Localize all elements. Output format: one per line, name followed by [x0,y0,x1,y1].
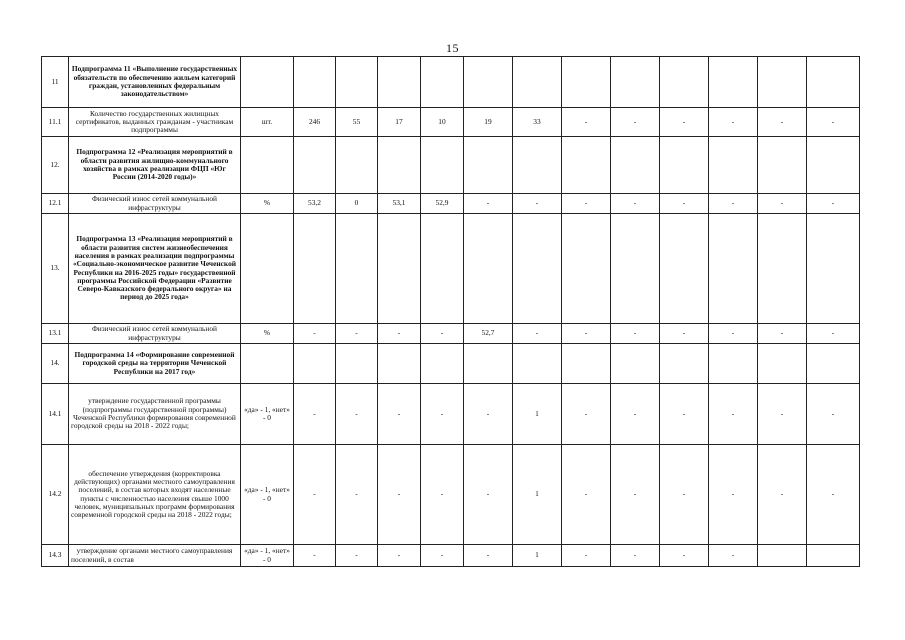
value-cell [758,214,807,324]
value-cell: - [336,545,378,567]
table-row [42,57,860,108]
value-cell: 52,9 [421,194,464,214]
row-number: 14.2 [42,445,69,545]
value-cell: - [611,194,660,214]
value-cell: - [562,384,611,445]
value-cell: 53,2 [294,194,336,214]
value-cell: - [294,445,336,545]
value-cell: - [611,324,660,344]
value-cell [660,214,709,324]
value-cell: - [464,445,513,545]
table-row [42,344,860,384]
value-cell [513,57,562,108]
value-cell [709,214,758,324]
value-cell: 1 [513,384,562,445]
row-number: 11 [42,57,69,108]
value-cell: - [758,108,807,137]
unit-cell: % [241,194,294,214]
value-cell: 19 [464,108,513,137]
value-cell [336,344,378,384]
value-cell [294,57,336,108]
value-cell: - [464,545,513,567]
value-cell: - [709,545,758,567]
value-cell [709,137,758,194]
value-cell: 10 [421,108,464,137]
row-number: 11.1 [42,108,69,137]
value-cell [807,57,860,108]
value-cell: - [807,194,860,214]
table-row [42,324,860,344]
unit-cell [241,137,294,194]
value-cell: - [562,545,611,567]
unit-cell: шт. [241,108,294,137]
value-cell [807,344,860,384]
value-cell: 33 [513,108,562,137]
value-cell: - [294,324,336,344]
value-cell: - [611,384,660,445]
value-cell [758,57,807,108]
unit-cell [241,344,294,384]
value-cell: - [378,445,421,545]
value-cell [807,214,860,324]
table-row [42,108,860,137]
indicator-name: Количество государственных жилищных сертификатов, выданных гражданам - участникам подпрограммы [69,108,241,137]
table-row [42,384,860,445]
value-cell: - [611,108,660,137]
value-cell: - [421,324,464,344]
value-cell: - [378,324,421,344]
value-cell [336,57,378,108]
value-cell: - [709,384,758,445]
unit-cell [241,57,294,108]
value-cell: - [421,545,464,567]
value-cell: - [562,108,611,137]
value-cell [611,344,660,384]
value-cell [464,57,513,108]
value-cell: - [758,194,807,214]
row-number: 12. [42,137,69,194]
indicator-name: Физический износ сетей коммунальной инфраструктуры [69,194,241,214]
value-cell: - [336,324,378,344]
value-cell [807,545,860,567]
value-cell: - [660,445,709,545]
value-cell [378,137,421,194]
value-cell [611,214,660,324]
value-cell: - [758,445,807,545]
value-cell [562,137,611,194]
row-number: 13.1 [42,324,69,344]
value-cell [421,344,464,384]
subprogram-title: Подпрограмма 11 «Выполнение государственных обязательств по обеспечению жильем категорий граждан, установленных федеральным законодательством» [69,57,241,108]
value-cell [294,344,336,384]
indicators-table [41,56,860,567]
value-cell [709,344,758,384]
value-cell [758,344,807,384]
value-cell: - [562,324,611,344]
value-cell [464,214,513,324]
row-number: 14. [42,344,69,384]
value-cell [294,137,336,194]
table-row [42,545,860,567]
value-cell [513,344,562,384]
value-cell: - [758,384,807,445]
indicator-name: Физический износ сетей коммунальной инфраструктуры [69,324,241,344]
subprogram-title: Подпрограмма 12 «Реализация мероприятий в области развития жилищно-коммунального хозяйства в рамках реализации ФЦП «Юг России (2014-2020 годы)» [69,137,241,194]
unit-cell: % [241,324,294,344]
value-cell: - [807,108,860,137]
value-cell: - [513,324,562,344]
value-cell [709,57,758,108]
value-cell [758,545,807,567]
value-cell [421,214,464,324]
value-cell [562,57,611,108]
value-cell [758,137,807,194]
value-cell: - [709,108,758,137]
value-cell [378,214,421,324]
value-cell [611,137,660,194]
subprogram-title: Подпрограмма 14 «Формирование современной городской среды на территории Чеченской Республики на 2017 год» [69,344,241,384]
value-cell: - [807,384,860,445]
value-cell [378,57,421,108]
value-cell: 1 [513,445,562,545]
value-cell [611,57,660,108]
unit-cell: «да» - 1, «нет» - 0 [241,384,294,445]
value-cell [464,137,513,194]
value-cell: 55 [336,108,378,137]
value-cell: - [336,384,378,445]
value-cell: - [336,445,378,545]
row-number: 14.3 [42,545,69,567]
unit-cell [241,214,294,324]
unit-cell: «да» - 1, «нет» - 0 [241,445,294,545]
value-cell [660,344,709,384]
value-cell [513,137,562,194]
value-cell [660,57,709,108]
value-cell [464,344,513,384]
table-row [42,214,860,324]
value-cell: - [660,324,709,344]
page-number: 15 [446,41,459,55]
value-cell: - [807,324,860,344]
table-row [42,445,860,545]
value-cell: - [421,445,464,545]
value-cell [336,214,378,324]
indicator-name: обеспечение утверждения (корректировка действующих) органами местного самоуправления поселений, в состав которых входят населенные пункты с численностью населения свыше 1000 человек, муниципальных программ формирования современной городской среды на 2018 - 2022 годы; [69,445,241,545]
value-cell: - [378,384,421,445]
table-row [42,194,860,214]
value-cell: - [807,445,860,545]
row-number: 13. [42,214,69,324]
value-cell: - [611,445,660,545]
value-cell: - [758,324,807,344]
value-cell: - [709,324,758,344]
indicator-name: утверждение органами местного самоуправления поселений, в состав [69,545,241,567]
value-cell: - [464,384,513,445]
value-cell: 0 [336,194,378,214]
value-cell: - [513,194,562,214]
value-cell: 52,7 [464,324,513,344]
value-cell: - [562,445,611,545]
value-cell: - [421,384,464,445]
value-cell [294,214,336,324]
value-cell [378,344,421,384]
subprogram-title: Подпрограмма 13 «Реализация мероприятий в области развития систем жизнеобеспечения населения в рамках реализации подпрограммы «Социально-экономическое развитие Чеченской Республики на 2016-2025 годы» государственной программы Российской Федерации «Развитие Северо-Кавказского федерального округа» на период до 2025 года» [69,214,241,324]
value-cell [562,214,611,324]
value-cell: - [709,194,758,214]
unit-cell: «да» - 1, «нет» - 0 [241,545,294,567]
row-number: 14.1 [42,384,69,445]
value-cell: - [709,445,758,545]
value-cell: 17 [378,108,421,137]
value-cell: - [562,194,611,214]
value-cell [807,137,860,194]
value-cell [421,137,464,194]
value-cell: 246 [294,108,336,137]
value-cell: - [611,545,660,567]
value-cell: - [378,545,421,567]
table-row [42,137,860,194]
value-cell [421,57,464,108]
value-cell [660,137,709,194]
value-cell [336,137,378,194]
value-cell: - [294,384,336,445]
value-cell: - [660,108,709,137]
value-cell: - [660,384,709,445]
value-cell: - [660,194,709,214]
row-number: 12.1 [42,194,69,214]
value-cell: 1 [513,545,562,567]
value-cell: 53,1 [378,194,421,214]
value-cell: - [294,545,336,567]
value-cell: - [464,194,513,214]
value-cell [562,344,611,384]
value-cell: - [660,545,709,567]
value-cell [513,214,562,324]
indicator-name: утверждение государственной программы (подпрограммы государственной программы) Чеченской Республики формирования современной городской среды на 2018 - 2022 годы; [69,384,241,445]
